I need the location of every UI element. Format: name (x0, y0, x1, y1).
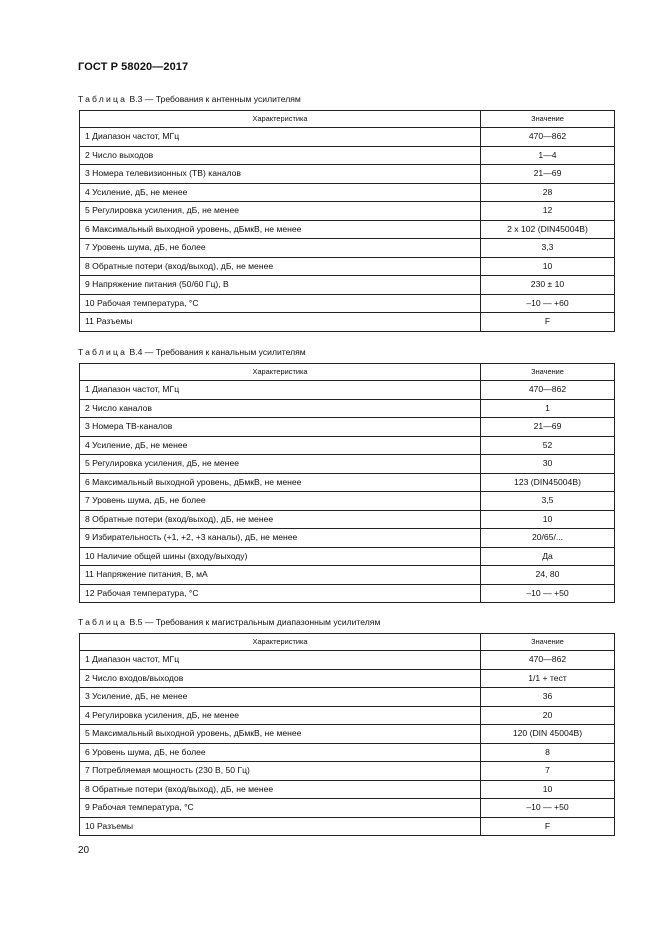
value-cell: Да (481, 547, 615, 566)
table-caption-text: В.4 — Требования к канальным усилителям (129, 347, 306, 357)
table-row (80, 220, 615, 239)
characteristic-cell: 5 Регулировка усиления, дБ, не менее (80, 202, 481, 221)
value-cell: 1—4 (481, 146, 615, 165)
characteristic-cell: 6 Максимальный выходной уровень, дБмкВ, не менее (80, 473, 481, 492)
characteristic-cell: 11 Разъемы (80, 313, 481, 332)
table-caption-b3 (78, 94, 301, 104)
characteristic-cell: 3 Номера ТВ-каналов (80, 418, 481, 437)
characteristic-cell: 1 Диапазон частот, МГц (80, 128, 481, 147)
table-row (80, 436, 615, 455)
characteristic-cell: 10 Наличие общей шины (входу/выходу) (80, 547, 481, 566)
table-row (80, 651, 615, 670)
table-row (80, 566, 615, 585)
value-cell: 470—862 (481, 128, 615, 147)
table-row (80, 165, 615, 184)
characteristic-cell: 8 Обратные потери (вход/выход), дБ, не менее (80, 780, 481, 799)
value-cell: 10 (481, 257, 615, 276)
value-cell: 470—862 (481, 381, 615, 400)
table-row (80, 313, 615, 332)
table-caption-text: В.3 — Требования к антенным усилителям (129, 94, 301, 104)
table-row (80, 669, 615, 688)
value-cell: 230 ± 10 (481, 276, 615, 295)
value-cell: 36 (481, 688, 615, 707)
characteristic-cell: 7 Потребляемая мощность (230 В, 50 Гц) (80, 762, 481, 781)
table-caption-text: В.5 — Требования к магистральным диапазонным усилителям (129, 617, 381, 627)
table-row (80, 706, 615, 725)
characteristic-cell: 5 Регулировка усиления, дБ, не менее (80, 455, 481, 474)
table-caption-b5 (78, 617, 380, 627)
value-cell: 28 (481, 183, 615, 202)
table-row (80, 399, 615, 418)
table-row (80, 529, 615, 548)
value-cell: 120 (DIN 45004В) (481, 725, 615, 744)
characteristic-cell: 5 Максимальный выходной уровень, дБмкВ, не менее (80, 725, 481, 744)
table-row (80, 473, 615, 492)
value-cell: 30 (481, 455, 615, 474)
value-cell: 10 (481, 510, 615, 529)
characteristic-cell: 2 Число выходов (80, 146, 481, 165)
table-row (80, 688, 615, 707)
characteristic-cell: 6 Уровень шума, дБ, не более (80, 743, 481, 762)
characteristic-cell: 9 Избирательность (+1, +2, +3 каналы), дБ, не менее (80, 529, 481, 548)
table-row (80, 492, 615, 511)
table-body (80, 128, 615, 332)
table-body (80, 381, 615, 603)
characteristic-cell: 2 Число каналов (80, 399, 481, 418)
column-header-value: Значение (481, 634, 615, 651)
value-cell: 20/65/... (481, 529, 615, 548)
characteristic-cell: 9 Напряжение питания (50/60 Гц), В (80, 276, 481, 295)
characteristic-cell: 3 Усиление, дБ, не менее (80, 688, 481, 707)
characteristic-cell: 11 Напряжение питания, В, мА (80, 566, 481, 585)
characteristic-cell: 6 Максимальный выходной уровень, дБмкВ, не менее (80, 220, 481, 239)
value-cell: 1/1 + тест (481, 669, 615, 688)
characteristic-cell: 1 Диапазон частот, МГц (80, 651, 481, 670)
characteristic-cell: 7 Уровень шума, дБ, не более (80, 239, 481, 258)
characteristic-cell: 9 Рабочая температура, °С (80, 799, 481, 818)
table-header-row (80, 364, 615, 381)
table-row (80, 418, 615, 437)
table-header-row (80, 634, 615, 651)
table-header-row (80, 111, 615, 128)
table-row (80, 276, 615, 295)
table-row (80, 239, 615, 258)
table-caption-b4 (78, 347, 306, 357)
table-row (80, 183, 615, 202)
table-row (80, 817, 615, 836)
characteristic-cell: 3 Номера телевизионных (ТВ) каналов (80, 165, 481, 184)
column-header-characteristic: Характеристика (80, 634, 481, 651)
table-caption-prefix: Таблица (78, 94, 128, 104)
table-row (80, 257, 615, 276)
characteristic-cell: 4 Усиление, дБ, не менее (80, 183, 481, 202)
column-header-characteristic: Характеристика (80, 364, 481, 381)
table-row (80, 725, 615, 744)
characteristic-cell: 2 Число входов/выходов (80, 669, 481, 688)
table-row (80, 202, 615, 221)
table-row (80, 780, 615, 799)
column-header-characteristic: Характеристика (80, 111, 481, 128)
table-row (80, 381, 615, 400)
characteristic-cell: 10 Разъемы (80, 817, 481, 836)
table-row (80, 510, 615, 529)
table-row (80, 294, 615, 313)
value-cell: 7 (481, 762, 615, 781)
value-cell: 2 x 102 (DIN45004B) (481, 220, 615, 239)
characteristic-cell: 1 Диапазон частот, МГц (80, 381, 481, 400)
value-cell: 12 (481, 202, 615, 221)
value-cell: 21—69 (481, 165, 615, 184)
characteristic-cell: 8 Обратные потери (вход/выход), дБ, не менее (80, 257, 481, 276)
value-cell: –10 — +60 (481, 294, 615, 313)
document-header: ГОСТ Р 58020—2017 (78, 61, 189, 73)
value-cell: –10 — +50 (481, 584, 615, 603)
table-b5 (79, 633, 615, 836)
characteristic-cell: 7 Уровень шума, дБ, не более (80, 492, 481, 511)
value-cell: 20 (481, 706, 615, 725)
value-cell: 21—69 (481, 418, 615, 437)
value-cell: 123 (DIN45004B) (481, 473, 615, 492)
characteristic-cell: 4 Усиление, дБ, не менее (80, 436, 481, 455)
value-cell: 470—862 (481, 651, 615, 670)
value-cell: 1 (481, 399, 615, 418)
characteristic-cell: 8 Обратные потери (вход/выход), дБ, не менее (80, 510, 481, 529)
table-row (80, 128, 615, 147)
table-row (80, 146, 615, 165)
characteristic-cell: 10 Рабочая температура, °С (80, 294, 481, 313)
table-row (80, 584, 615, 603)
column-header-value: Значение (481, 111, 615, 128)
table-caption-prefix: Таблица (78, 347, 128, 357)
page-number: 20 (78, 845, 90, 856)
characteristic-cell: 4 Регулировка усиления, дБ, не менее (80, 706, 481, 725)
column-header-value: Значение (481, 364, 615, 381)
table-row (80, 762, 615, 781)
table-body (80, 651, 615, 836)
value-cell: F (481, 817, 615, 836)
table-row (80, 799, 615, 818)
table-b3 (79, 110, 615, 332)
value-cell: 10 (481, 780, 615, 799)
value-cell: 52 (481, 436, 615, 455)
table-row (80, 743, 615, 762)
table-b4 (79, 363, 615, 603)
value-cell: F (481, 313, 615, 332)
value-cell: –10 — +50 (481, 799, 615, 818)
table-row (80, 455, 615, 474)
value-cell: 3,5 (481, 492, 615, 511)
characteristic-cell: 12 Рабочая температура, °С (80, 584, 481, 603)
table-caption-prefix: Таблица (78, 617, 128, 627)
value-cell: 8 (481, 743, 615, 762)
value-cell: 24, 80 (481, 566, 615, 585)
table-row (80, 547, 615, 566)
value-cell: 3,3 (481, 239, 615, 258)
